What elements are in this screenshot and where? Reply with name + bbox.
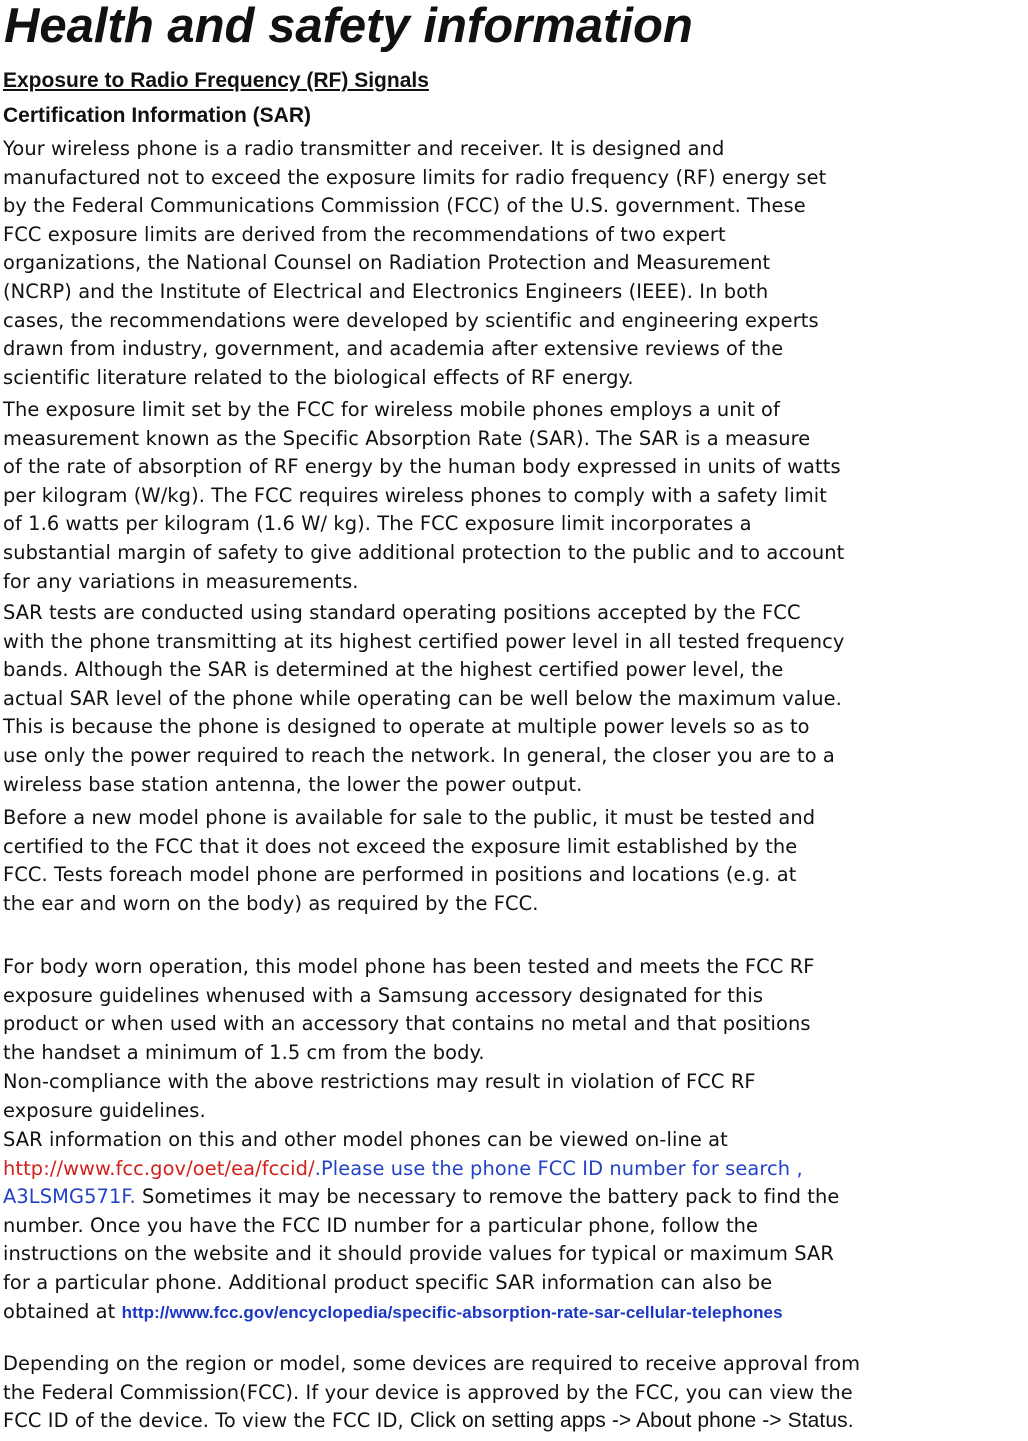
text-line: of 1.6 watts per kilogram (1.6 W/ kg). The FCC exposure limit incorporates a bbox=[3, 512, 752, 536]
paragraph-sar-definition bbox=[3, 396, 844, 596]
fcc-id-search-link[interactable]: http://www.fcc.gov/oet/ea/fccid/ bbox=[3, 1156, 315, 1180]
text-line: This is because the phone is designed to operate at multiple power levels so as to bbox=[3, 715, 810, 739]
text-line: for any variations in measurements. bbox=[3, 569, 359, 593]
paragraph-certification bbox=[3, 804, 815, 918]
paragraph-sar-info bbox=[3, 1126, 839, 1327]
text-line: The exposure limit set by the FCC for wireless mobile phones employs a unit of bbox=[3, 398, 780, 421]
paragraph-sar-tests bbox=[3, 599, 845, 799]
text-line: FCC exposure limits are derived from the recommendations of two expert bbox=[3, 222, 726, 246]
text-line: the ear and worn on the body) as required by the FCC. bbox=[3, 891, 539, 915]
text-line: organizations, the National Counsel on Radiation Protection and Measurement bbox=[3, 251, 771, 275]
text-line: substantial margin of safety to give additional protection to the public and to account bbox=[3, 540, 845, 564]
text-segment: obtained at bbox=[3, 1299, 116, 1323]
text-line: cases, the recommendations were developed by scientific and engineering experts bbox=[3, 308, 819, 332]
text-line: the Federal Commission(FCC). If your device is approved by the FCC, you can view the bbox=[3, 1380, 853, 1404]
text-line bbox=[3, 1183, 839, 1212]
text-line: Depending on the region or model, some devices are required to receive approval from bbox=[3, 1352, 861, 1375]
text-line: For body worn operation, this model phone has been tested and meets the FCC RF bbox=[3, 955, 815, 978]
text-line: manufactured not to exceed the exposure limits for radio frequency (RF) energy set bbox=[3, 165, 827, 189]
sub-heading: Certification Information (SAR) bbox=[3, 104, 311, 127]
text-line: (NCRP) and the Institute of Electrical and Electronics Engineers (IEEE). In both bbox=[3, 279, 769, 303]
paragraph-fcc-id-view bbox=[3, 1350, 860, 1436]
text-line: bands. Although the SAR is determined at the highest certified power level, the bbox=[3, 658, 784, 682]
fcc-id-value: A3LSMG571F. bbox=[3, 1185, 136, 1209]
text-line: the handset a minimum of 1.5 cm from the body. bbox=[3, 1040, 485, 1064]
text-line: product or when used with an accessory that contains no metal and that positions bbox=[3, 1012, 811, 1036]
text-line bbox=[3, 1407, 860, 1436]
text-line: SAR information on this and other model phones can be viewed on-line at bbox=[3, 1128, 728, 1151]
text-line: drawn from industry, government, and academia after extensive reviews of the bbox=[3, 337, 784, 361]
text-line: exposure guidelines whenused with a Samsung accessory designated for this bbox=[3, 983, 764, 1007]
text-line: instructions on the website and it should provide values for typical or maximum SAR bbox=[3, 1242, 834, 1266]
text-segment: FCC ID of the device. To view the FCC ID, bbox=[3, 1409, 411, 1433]
text-line: for a particular phone. Additional product specific SAR information can also be bbox=[3, 1270, 773, 1294]
text-line bbox=[3, 1298, 839, 1328]
text-line: certified to the FCC that it does not exceed the exposure limit established by the bbox=[3, 834, 798, 858]
text-line: per kilogram (W/kg). The FCC requires wireless phones to comply with a safety limit bbox=[3, 483, 828, 507]
text-line: actual SAR level of the phone while operating can be well below the maximum value. bbox=[3, 686, 842, 710]
text-line: SAR tests are conducted using standard operating positions accepted by the FCC bbox=[3, 601, 801, 624]
text-line: exposure guidelines. bbox=[3, 1098, 206, 1122]
text-line: measurement known as the Specific Absorption Rate (SAR). The SAR is a measure bbox=[3, 426, 811, 450]
text-line: scientific literature related to the biological effects of RF energy. bbox=[3, 365, 634, 389]
paragraph-non-compliance bbox=[3, 1068, 756, 1125]
text-line: by the Federal Communications Commission (FCC) of the U.S. government. These bbox=[3, 194, 806, 218]
page-title: Health and safety information bbox=[4, 0, 693, 53]
text-line: number. Once you have the FCC ID number for a particular phone, follow the bbox=[3, 1213, 759, 1237]
paragraph-body-worn bbox=[3, 953, 815, 1067]
text-line: wireless base station antenna, the lower the power output. bbox=[3, 772, 583, 796]
text-segment: Sometimes it may be necessary to remove the battery pack to find the bbox=[135, 1185, 840, 1209]
fcc-id-search-hint: .Please use the phone FCC ID number for search , bbox=[314, 1156, 803, 1180]
section-heading: Exposure to Radio Frequency (RF) Signals bbox=[3, 69, 429, 92]
text-line bbox=[3, 1155, 839, 1184]
sar-encyclopedia-link[interactable]: http://www.fcc.gov/encyclopedia/specific-absorption-rate-sar-cellular-telephones bbox=[121, 1302, 783, 1322]
paragraph-rf-limits bbox=[3, 135, 826, 392]
text-line: with the phone transmitting at its highest certified power level in all tested frequency bbox=[3, 629, 845, 653]
settings-instruction: Click on setting apps -> About phone -> Status. bbox=[410, 1409, 854, 1433]
text-line: Non-compliance with the above restrictions may result in violation of FCC RF bbox=[3, 1070, 756, 1093]
text-line: use only the power required to reach the network. In general, the closer you are to a bbox=[3, 743, 835, 767]
text-line: FCC. Tests foreach model phone are performed in positions and locations (e.g. at bbox=[3, 863, 797, 887]
text-line: Your wireless phone is a radio transmitter and receiver. It is designed and bbox=[3, 137, 725, 160]
text-line: of the rate of absorption of RF energy by the human body expressed in units of watts bbox=[3, 455, 841, 479]
text-line: Before a new model phone is available for sale to the public, it must be tested and bbox=[3, 806, 816, 829]
